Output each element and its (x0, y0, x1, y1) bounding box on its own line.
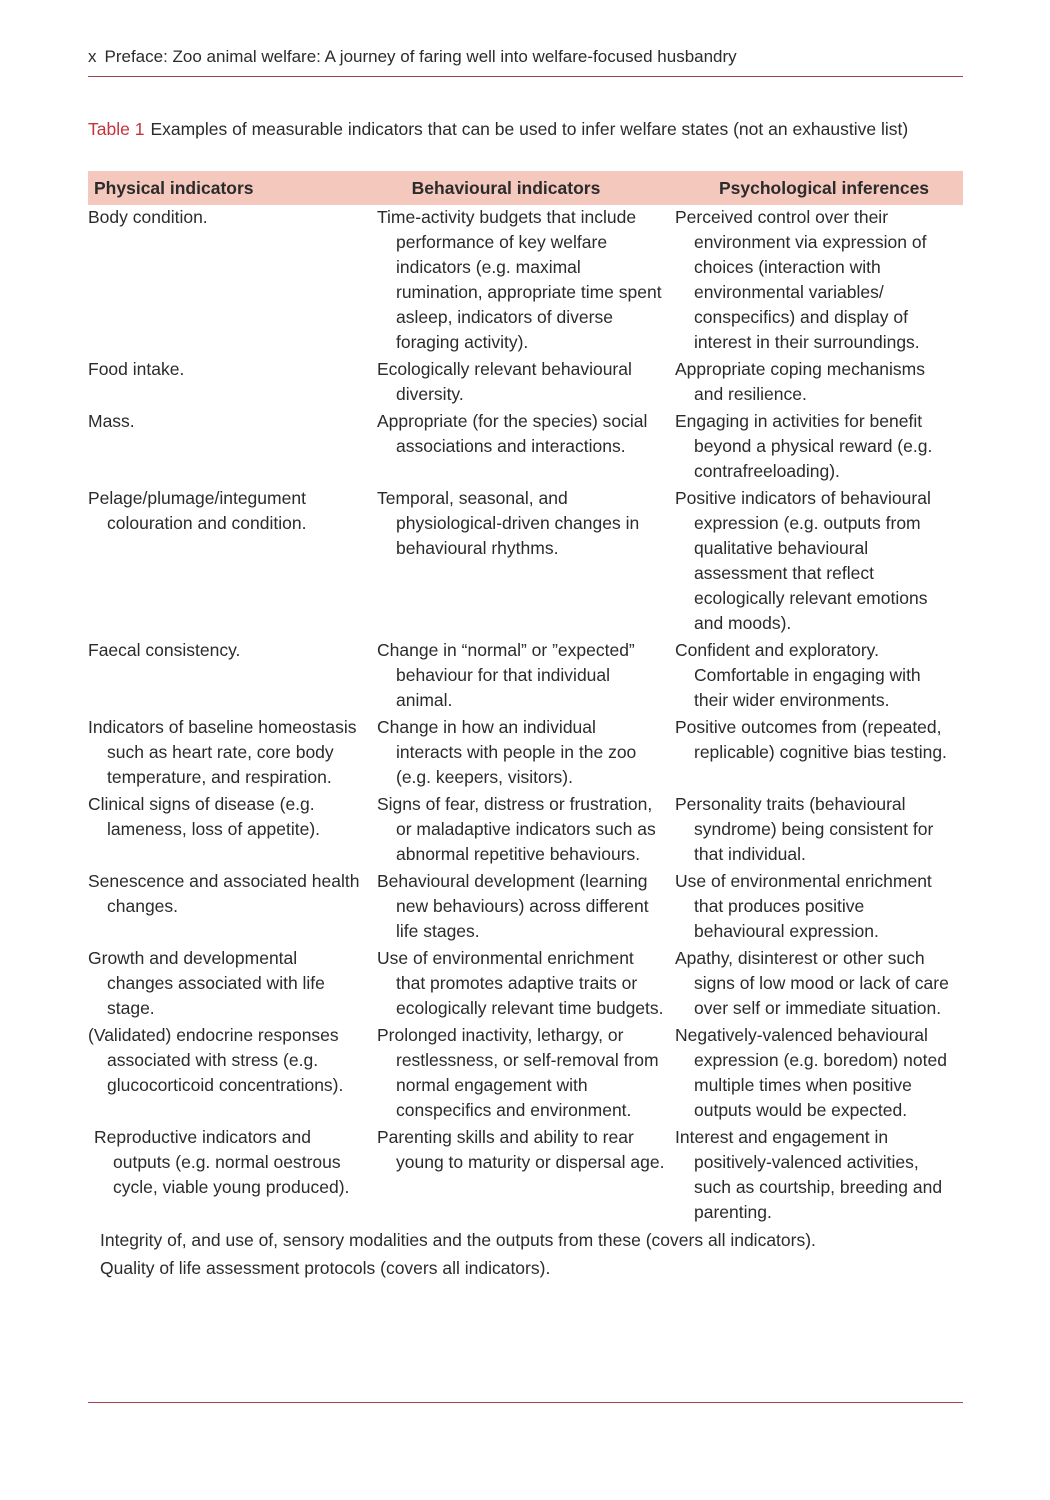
indicators-table (88, 171, 963, 1283)
behavioural-cell: Prolonged inactivity, lethargy, or restlessness, or self-removal from normal engagement with conspecifics and environment. (377, 1025, 659, 1120)
physical-cell: Mass. (88, 411, 135, 431)
psychological-cell: Engaging in activities for benefit beyond a physical reward (e.g. contrafreeloading). (675, 411, 933, 481)
behavioural-cell: Ecologically relevant behavioural diversity. (377, 359, 632, 404)
psychological-cell: Personality traits (behavioural syndrome) being consistent for that individual. (675, 794, 934, 864)
psychological-cell: Apathy, disinterest or other such signs of low mood or lack of care over self or immediate situation. (675, 948, 949, 1018)
physical-cell: Body condition. (88, 207, 208, 227)
behavioural-cell: Behavioural development (learning new behaviours) across different life stages. (377, 871, 649, 941)
psychological-cell: Appropriate coping mechanisms and resilience. (675, 359, 925, 404)
psychological-cell: Confident and exploratory. Comfortable in engaging with their wider environments. (675, 640, 921, 710)
table-row (88, 715, 963, 792)
physical-cell: Food intake. (88, 359, 185, 379)
behavioural-cell: Change in how an individual interacts with people in the zoo (e.g. keepers, visitors). (377, 717, 637, 787)
running-head (88, 46, 737, 68)
footer-note-sensory: Integrity of, and use of, sensory modalities and the outputs from these (covers all indicators). (100, 1230, 816, 1250)
table-row (88, 638, 963, 715)
page-number: x (88, 47, 97, 66)
running-head-title: Preface: Zoo animal welfare: A journey of faring well into welfare-focused husbandry (104, 47, 737, 66)
physical-cell: Pelage/plumage/integument colouration and condition. (88, 488, 307, 533)
physical-cell: Faecal consistency. (88, 640, 241, 660)
header-psychological-inferences: Psychological inferences (675, 171, 963, 205)
table-row (88, 1125, 963, 1227)
psychological-cell: Use of environmental enrichment that produces positive behavioural expression. (675, 871, 932, 941)
table-row (88, 1023, 963, 1125)
psychological-cell: Positive outcomes from (repeated, replicable) cognitive bias testing. (675, 717, 947, 762)
physical-cell: Indicators of baseline homeostasis such as heart rate, core body temperature, and respiration. (88, 717, 357, 787)
table-row (88, 357, 963, 409)
behavioural-cell: Parenting skills and ability to rear young to maturity or dispersal age. (377, 1127, 665, 1172)
table-row (88, 205, 963, 357)
behavioural-cell: Appropriate (for the species) social associations and interactions. (377, 411, 648, 456)
table-caption (88, 117, 963, 142)
table-bottom-rule (88, 1402, 963, 1403)
footer-note-quality-of-life: Quality of life assessment protocols (covers all indicators). (100, 1258, 551, 1278)
table-row (88, 792, 963, 869)
psychological-cell: Negatively-valenced behavioural expression (e.g. boredom) noted multiple times when positive outputs would be expected. (675, 1025, 947, 1120)
behavioural-cell: Signs of fear, distress or frustration, or maladaptive indicators such as abnormal repetitive behaviours. (377, 794, 656, 864)
table-row (88, 409, 963, 486)
header-behavioural-indicators: Behavioural indicators (377, 171, 675, 205)
header-physical-indicators: Physical indicators (88, 171, 377, 205)
behavioural-cell: Temporal, seasonal, and physiological-driven changes in behavioural rhythms. (377, 488, 640, 558)
table-body (88, 205, 963, 1283)
caption-text: Examples of measurable indicators that can be used to infer welfare states (not an exhaustive list) (150, 119, 909, 139)
table-header-row (88, 171, 963, 205)
table-footer-row (88, 1227, 963, 1255)
physical-cell: Senescence and associated health changes. (88, 871, 360, 916)
psychological-cell: Positive indicators of behavioural expression (e.g. outputs from qualitative behavioural assessment that reflect ecologically relevant emotions and moods). (675, 488, 931, 633)
physical-cell: Reproductive indicators and outputs (e.g. normal oestrous cycle, viable young produced). (94, 1127, 350, 1197)
table-row (88, 486, 963, 638)
physical-cell: Clinical signs of disease (e.g. lameness, loss of appetite). (88, 794, 321, 839)
psychological-cell: Perceived control over their environment via expression of choices (interaction with environmental variables/ conspecifics) and display of interest in their surroundings. (675, 207, 927, 352)
physical-cell: Growth and developmental changes associated with life stage. (88, 948, 325, 1018)
behavioural-cell: Change in “normal” or ”expected” behaviour for that individual animal. (377, 640, 635, 710)
table-footer-row (88, 1255, 963, 1283)
physical-cell: (Validated) endocrine responses associated with stress (e.g. glucocorticoid concentrations). (88, 1025, 344, 1095)
psychological-cell: Interest and engagement in positively-valenced activities, such as courtship, breeding and parenting. (675, 1127, 943, 1222)
behavioural-cell: Time-activity budgets that include performance of key welfare indicators (e.g. maximal rumination, appropriate time spent asleep, indicators of diverse foraging activity). (377, 207, 662, 352)
table-row (88, 946, 963, 1023)
behavioural-cell: Use of environmental enrichment that promotes adaptive traits or ecologically relevant time budgets. (377, 948, 664, 1018)
header-rule (88, 76, 963, 77)
table-label: Table 1 (88, 119, 145, 139)
table-row (88, 869, 963, 946)
